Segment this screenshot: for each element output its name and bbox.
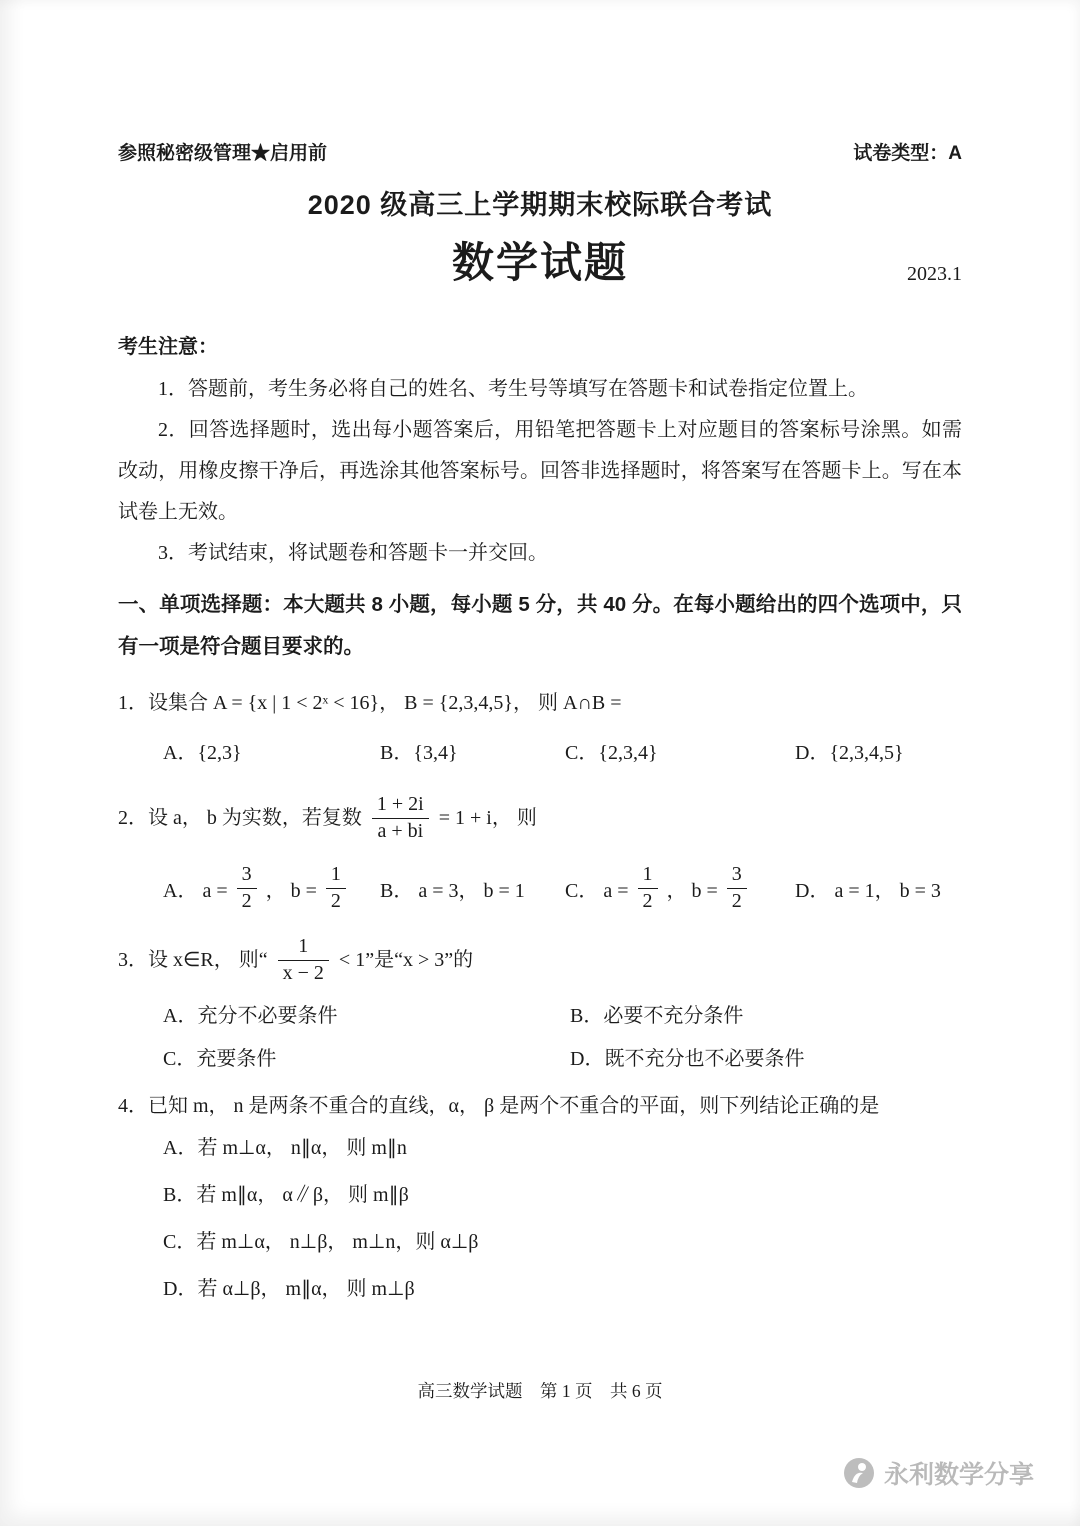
exam-date: 2023.1 bbox=[907, 263, 962, 285]
option-d: D． a = 1， b = 3 bbox=[795, 879, 941, 902]
stem-text: = 1 + i， 则 bbox=[438, 807, 537, 830]
stem-text: 3．设 x∈R， 则“ bbox=[118, 949, 268, 972]
question-3-options bbox=[118, 999, 962, 1071]
fraction-denominator: x − 2 bbox=[282, 962, 324, 985]
notice-item-3: 3．考试结束，将试题卷和答题卡一并交回。 bbox=[158, 542, 548, 564]
fraction bbox=[326, 863, 346, 913]
fraction bbox=[727, 863, 747, 913]
question-3-stem bbox=[118, 933, 962, 987]
fraction-denominator: 2 bbox=[241, 890, 252, 913]
fraction-numerator: 3 bbox=[727, 863, 747, 889]
option-b: B．若 m∥α， α∥β， 则 m∥β bbox=[163, 1184, 409, 1207]
option-text: ， b = bbox=[265, 879, 317, 902]
question-1-stem: 1．设集合 A = {x | 1 < 2ˣ < 16}， B = {2,3,4,5}， 则 A∩B = bbox=[118, 692, 622, 715]
option-text: A． a = bbox=[163, 879, 228, 902]
subject-row bbox=[118, 230, 962, 292]
security-classification: 参照秘密级管理★启用前 bbox=[118, 143, 328, 164]
fraction-numerator: 1 bbox=[326, 863, 346, 889]
fraction bbox=[638, 863, 658, 913]
section-heading: 一、单项选择题：本大题共 8 小题，每小题 5 分，共 40 分。在每小题给出的四个选项中，只有一项是符合题目要求的。 bbox=[118, 593, 962, 659]
question-3 bbox=[118, 933, 962, 1071]
option-text: ， b = bbox=[666, 879, 718, 902]
fraction-denominator: 2 bbox=[330, 890, 341, 913]
question-2-options bbox=[118, 861, 962, 915]
notice-item-1: 1．答题前，考生务必将自己的姓名、考生号等填写在答题卡和试卷指定位置上。 bbox=[158, 378, 868, 400]
option-c: C．若 m⊥α， n⊥β， m⊥n，则 α⊥β bbox=[163, 1231, 479, 1254]
page-footer: 高三数学试题 第 1 页 共 6 页 bbox=[417, 1381, 663, 1401]
subject-title: 数学试题 bbox=[451, 239, 628, 286]
exam-title: 2020 级高三上学期期末校际联合考试 bbox=[307, 190, 773, 220]
option-c: C．充要条件 bbox=[163, 1048, 277, 1071]
fraction-numerator: 1 + 2i bbox=[372, 793, 429, 819]
fraction-numerator: 1 bbox=[638, 863, 658, 889]
question-4-stem: 4．已知 m， n 是两条不重合的直线，α， β 是两个不重合的平面，则下列结论正确的是 bbox=[118, 1095, 880, 1118]
option-a: A．{2,3} bbox=[163, 742, 242, 765]
option-d: D．若 α⊥β， m∥α， 则 m⊥β bbox=[163, 1278, 415, 1301]
page-header bbox=[118, 138, 962, 165]
fraction bbox=[237, 863, 257, 913]
question-4-options bbox=[118, 1125, 962, 1313]
option-d: D．既不充分也不必要条件 bbox=[570, 1048, 805, 1071]
fraction-numerator: 3 bbox=[237, 863, 257, 889]
fraction-numerator: 1 bbox=[278, 935, 329, 961]
question-4 bbox=[118, 1087, 962, 1313]
stem-text: < 1”是“x > 3”的 bbox=[338, 949, 474, 972]
stem-text: 2．设 a， b 为实数，若复数 bbox=[118, 807, 362, 830]
option-a: A．充分不必要条件 bbox=[163, 1005, 338, 1028]
option-b: B．必要不充分条件 bbox=[570, 1005, 744, 1028]
question-2-stem bbox=[118, 791, 962, 845]
option-c bbox=[565, 861, 795, 915]
fraction-denominator: 2 bbox=[642, 890, 653, 913]
fraction bbox=[278, 935, 329, 985]
notice-item-2: 2．回答选择题时，选出每小题答案后，用铅笔把答题卡上对应题目的答案标号涂黑。如需改动，用橡皮擦干净后，再选涂其他答案标号。回答非选择题时，将答案写在答题卡上。写在本试卷上无效。 bbox=[118, 419, 962, 523]
option-c: C．{2,3,4} bbox=[565, 742, 658, 765]
notice-title: 考生注意： bbox=[118, 336, 218, 358]
option-b: B．{3,4} bbox=[380, 742, 458, 765]
option-a bbox=[163, 861, 380, 915]
fraction-denominator: a + bi bbox=[377, 820, 424, 843]
option-b: B． a = 3， b = 1 bbox=[380, 879, 525, 902]
question-1-options bbox=[118, 736, 962, 765]
option-d: D．{2,3,4,5} bbox=[795, 742, 904, 765]
watermark bbox=[842, 1455, 1034, 1491]
paper-type: 试卷类型：A bbox=[853, 143, 962, 164]
fraction bbox=[372, 793, 429, 843]
option-a: A．若 m⊥α， n∥α， 则 m∥n bbox=[163, 1137, 407, 1160]
watermark-logo-icon bbox=[842, 1456, 876, 1490]
option-text: C． a = bbox=[565, 879, 629, 902]
question-1 bbox=[118, 684, 962, 765]
watermark-text: 永利数学分享 bbox=[883, 1461, 1034, 1489]
question-2 bbox=[118, 791, 962, 915]
fraction-denominator: 2 bbox=[731, 890, 742, 913]
